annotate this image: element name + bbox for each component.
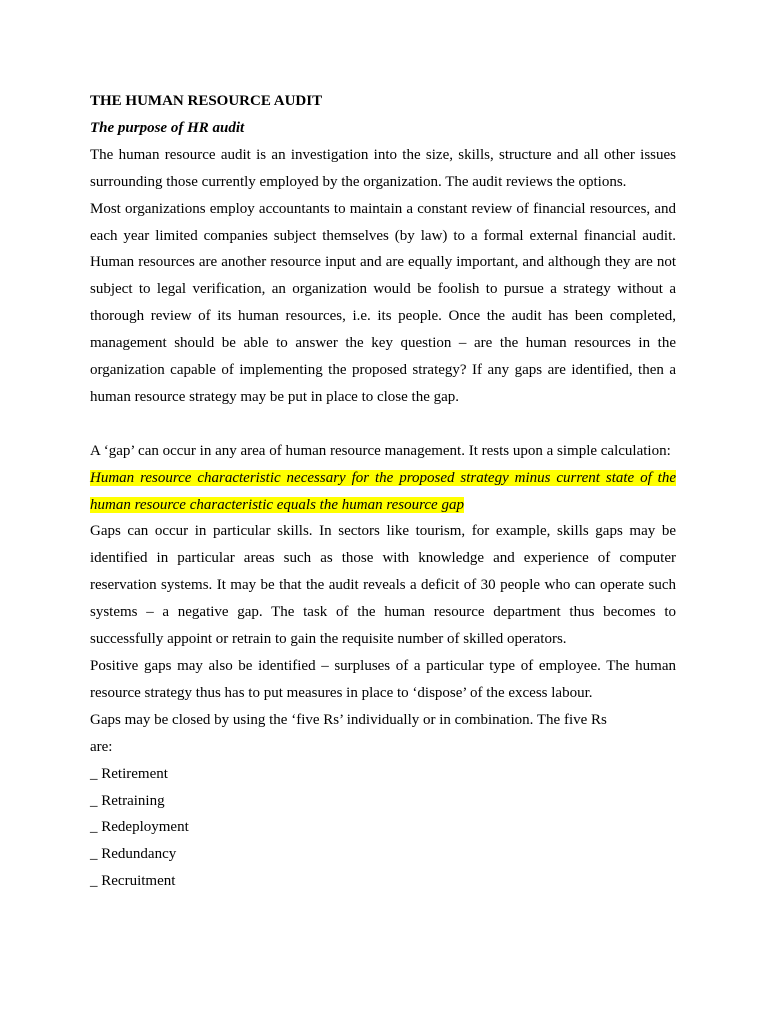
five-rs-list [90,761,676,896]
paragraph-five-rs-line2: are: [90,738,113,755]
list-item: _ Recruitment [90,873,176,890]
blank-line [90,411,676,438]
paragraph-gap-definition: A ‘gap’ can occur in any area of human resource management. It rests upon a simple calculation: [90,442,671,459]
paragraph-skills-gaps: Gaps can occur in particular skills. In sectors like tourism, for example, skills gaps may be identified in particular areas such as those with knowledge and experience of computer reservation systems. It may be that the audit reveals a deficit of 30 people who can operate such systems – a negative gap. The task of the human resource department thus becomes to successfully appoint or retrain to gain the requisite number of skilled operators. [90,523,676,648]
list-item: _ Retraining [90,792,165,809]
list-item: _ Retirement [90,765,168,782]
document-page [90,88,676,895]
highlighted-text: Human resource characteristic necessary for the proposed strategy minus current state of the human resource characteristic equals the human resource gap [90,469,676,513]
highlighted-formula [90,465,676,519]
list-item: _ Redeployment [90,819,189,836]
paragraph-intro: The human resource audit is an investigation into the size, skills, structure and all other issues surrounding those currently employed by the organization. The audit reviews the options. [90,146,676,190]
list-item: _ Redundancy [90,846,177,863]
paragraph-financial-audit: Most organizations employ accountants to maintain a constant review of financial resources, and each year limited companies subject themselves (by law) to a formal external financial audit. Human resources are another resource input and are equally important, and although they are not subject to legal verification, an organization would be foolish to pursue a strategy without a thorough review of its human resources, i.e. its people. Once the audit has been completed, management should be able to answer the key question – are the human resources in the organization capable of implementing the proposed strategy? If any gaps are identified, then a human resource strategy may be put in place to close the gap. [90,200,676,405]
section-subtitle: The purpose of HR audit [90,119,245,136]
paragraph-positive-gaps: Positive gaps may also be identified – surpluses of a particular type of employee. The human resource strategy thus has to put measures in place to ‘dispose’ of the excess labour. [90,658,676,701]
paragraph-five-rs-line1: Gaps may be closed by using the ‘five Rs’ individually or in combination. The five Rs [90,711,607,728]
document-title: THE HUMAN RESOURCE AUDIT [90,93,323,109]
